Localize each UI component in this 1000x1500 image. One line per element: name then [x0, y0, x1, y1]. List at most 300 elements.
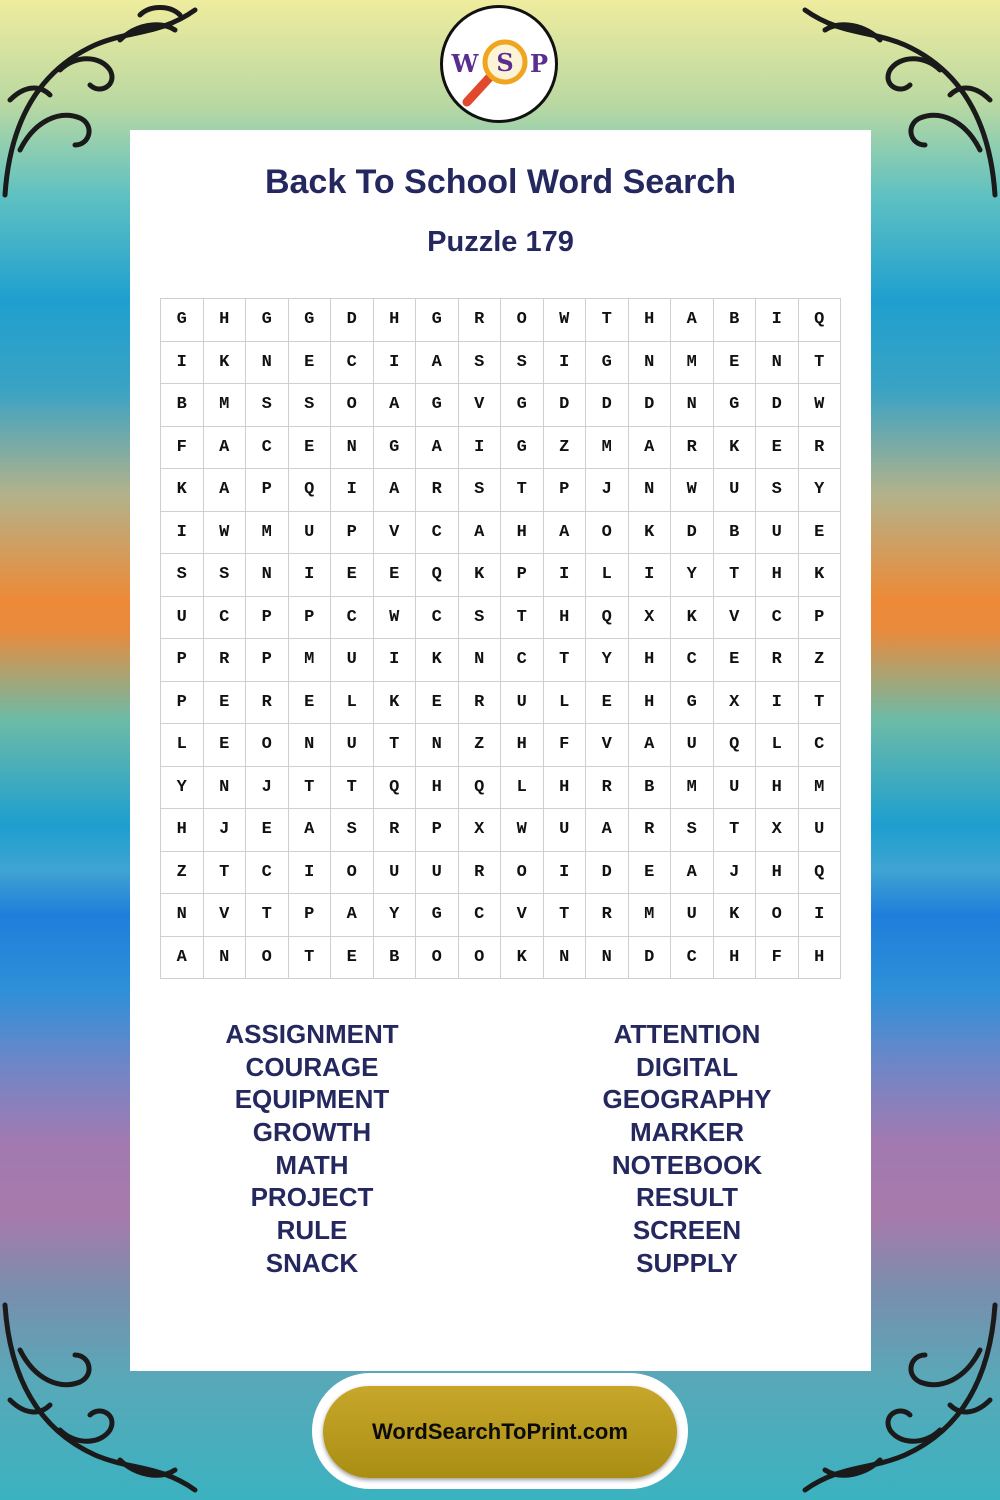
grid-cell[interactable]: T — [713, 554, 756, 597]
grid-row — [161, 639, 841, 682]
grid-cell[interactable]: H — [416, 766, 459, 809]
grid-cell[interactable]: I — [543, 341, 586, 384]
grid-cell[interactable]: N — [288, 724, 331, 767]
grid-cell[interactable]: T — [203, 851, 246, 894]
grid-cell[interactable]: E — [203, 724, 246, 767]
grid-cell[interactable]: P — [288, 596, 331, 639]
grid-cell[interactable]: R — [458, 851, 501, 894]
grid-cell[interactable]: H — [628, 681, 671, 724]
grid-cell[interactable]: N — [203, 766, 246, 809]
logo-letter-s: S — [496, 48, 514, 77]
grid-cell[interactable]: I — [628, 554, 671, 597]
grid-cell[interactable]: E — [288, 341, 331, 384]
grid-cell[interactable]: D — [543, 384, 586, 427]
grid-cell[interactable]: Y — [586, 639, 629, 682]
grid-cell[interactable]: F — [756, 936, 799, 979]
grid-cell[interactable]: G — [671, 681, 714, 724]
grid-cell[interactable]: I — [161, 511, 204, 554]
grid-row — [161, 341, 841, 384]
grid-cell[interactable]: N — [756, 341, 799, 384]
grid-cell[interactable]: I — [373, 341, 416, 384]
grid-cell[interactable]: G — [501, 426, 544, 469]
grid-cell[interactable]: C — [671, 936, 714, 979]
grid-cell[interactable]: E — [713, 639, 756, 682]
grid-cell[interactable]: S — [161, 554, 204, 597]
grid-cell[interactable]: Q — [798, 851, 841, 894]
word-list-item: SNACK — [265, 1247, 359, 1278]
grid-cell[interactable]: I — [373, 639, 416, 682]
grid-cell[interactable]: V — [501, 894, 544, 937]
grid-cell[interactable]: D — [671, 511, 714, 554]
grid-cell[interactable]: P — [246, 639, 289, 682]
grid-cell[interactable]: E — [713, 341, 756, 384]
grid-cell[interactable]: R — [671, 426, 714, 469]
grid-row — [161, 554, 841, 597]
grid-cell[interactable]: A — [416, 426, 459, 469]
grid-cell[interactable]: I — [331, 469, 374, 512]
grid-cell[interactable]: O — [331, 851, 374, 894]
grid-cell[interactable]: V — [713, 596, 756, 639]
grid-cell[interactable]: U — [161, 596, 204, 639]
grid-cell[interactable]: Z — [161, 851, 204, 894]
grid-cell[interactable]: R — [416, 469, 459, 512]
grid-cell[interactable]: J — [586, 469, 629, 512]
grid-cell[interactable]: A — [628, 426, 671, 469]
grid-cell[interactable]: P — [246, 469, 289, 512]
word-list-item: RULE — [276, 1215, 348, 1246]
grid-cell[interactable]: C — [203, 596, 246, 639]
grid-cell[interactable]: A — [416, 341, 459, 384]
grid-cell[interactable]: E — [203, 681, 246, 724]
grid-cell[interactable]: Z — [543, 426, 586, 469]
grid-row — [161, 299, 841, 342]
grid-cell[interactable]: M — [203, 384, 246, 427]
grid-cell[interactable]: L — [331, 681, 374, 724]
grid-cell[interactable]: R — [756, 639, 799, 682]
grid-row — [161, 936, 841, 979]
grid-cell[interactable]: E — [331, 936, 374, 979]
grid-cell[interactable]: R — [458, 299, 501, 342]
grid-cell[interactable]: Q — [798, 299, 841, 342]
grid-cell[interactable]: C — [756, 596, 799, 639]
grid-cell[interactable]: Q — [586, 596, 629, 639]
grid-row — [161, 851, 841, 894]
grid-cell[interactable]: A — [671, 851, 714, 894]
grid-cell[interactable]: A — [373, 384, 416, 427]
grid-cell[interactable]: G — [246, 299, 289, 342]
grid-cell[interactable]: T — [543, 894, 586, 937]
grid-cell[interactable]: K — [671, 596, 714, 639]
grid-cell[interactable]: K — [161, 469, 204, 512]
grid-cell[interactable]: W — [798, 384, 841, 427]
grid-cell[interactable]: A — [288, 809, 331, 852]
grid-cell[interactable]: M — [246, 511, 289, 554]
grid-cell[interactable]: A — [543, 511, 586, 554]
grid-row — [161, 766, 841, 809]
grid-cell[interactable]: P — [331, 511, 374, 554]
grid-cell[interactable]: W — [671, 469, 714, 512]
grid-cell[interactable]: J — [203, 809, 246, 852]
grid-cell[interactable]: K — [203, 341, 246, 384]
logo-letter-p: P — [529, 49, 549, 78]
grid-cell[interactable]: D — [331, 299, 374, 342]
grid-cell[interactable]: J — [246, 766, 289, 809]
word-list-item: ATTENTION — [613, 1019, 761, 1049]
puzzle-card — [130, 130, 871, 1371]
grid-cell[interactable]: B — [161, 384, 204, 427]
grid-cell[interactable]: K — [501, 936, 544, 979]
grid-cell[interactable]: A — [586, 809, 629, 852]
grid-cell[interactable]: R — [586, 766, 629, 809]
grid-cell[interactable]: A — [203, 469, 246, 512]
grid-cell[interactable]: D — [628, 936, 671, 979]
grid-cell[interactable]: A — [203, 426, 246, 469]
grid-cell[interactable]: G — [373, 426, 416, 469]
grid-cell[interactable]: W — [203, 511, 246, 554]
grid-cell[interactable]: A — [331, 894, 374, 937]
word-list-left — [147, 1018, 477, 1280]
grid-cell[interactable]: D — [628, 384, 671, 427]
grid-cell[interactable]: G — [416, 384, 459, 427]
grid-cell[interactable]: D — [756, 384, 799, 427]
grid-cell[interactable]: B — [628, 766, 671, 809]
grid-cell[interactable]: R — [203, 639, 246, 682]
grid-cell[interactable]: A — [671, 299, 714, 342]
grid-cell[interactable]: T — [288, 936, 331, 979]
grid-cell[interactable]: V — [203, 894, 246, 937]
grid-cell[interactable]: R — [246, 681, 289, 724]
grid-cell[interactable]: N — [543, 936, 586, 979]
grid-cell[interactable]: N — [458, 639, 501, 682]
grid-cell[interactable]: K — [458, 554, 501, 597]
grid-cell[interactable]: C — [246, 426, 289, 469]
grid-cell[interactable]: H — [713, 936, 756, 979]
grid-cell[interactable]: M — [671, 341, 714, 384]
grid-cell[interactable]: H — [161, 809, 204, 852]
grid-cell[interactable]: N — [671, 384, 714, 427]
grid-cell[interactable]: L — [543, 681, 586, 724]
grid-cell[interactable]: U — [756, 511, 799, 554]
grid-cell[interactable]: N — [586, 936, 629, 979]
grid-cell[interactable]: D — [586, 384, 629, 427]
grid-cell[interactable]: U — [713, 469, 756, 512]
word-list-item: GROWTH — [252, 1117, 372, 1148]
grid-cell[interactable]: M — [586, 426, 629, 469]
grid-cell[interactable]: H — [543, 766, 586, 809]
grid-cell[interactable]: G — [288, 299, 331, 342]
grid-cell[interactable]: S — [458, 469, 501, 512]
grid-cell[interactable]: Q — [373, 766, 416, 809]
grid-cell[interactable]: T — [586, 299, 629, 342]
grid-cell[interactable]: E — [586, 681, 629, 724]
word-list-item: COURAGE — [245, 1051, 379, 1082]
grid-cell[interactable]: M — [798, 766, 841, 809]
grid-cell[interactable]: A — [458, 511, 501, 554]
grid-cell[interactable]: R — [628, 809, 671, 852]
grid-cell[interactable]: H — [501, 511, 544, 554]
grid-cell[interactable]: H — [628, 639, 671, 682]
grid-cell[interactable]: T — [288, 766, 331, 809]
grid-row — [161, 596, 841, 639]
grid-cell[interactable]: O — [501, 299, 544, 342]
grid-cell[interactable]: C — [501, 639, 544, 682]
grid-cell[interactable]: H — [203, 299, 246, 342]
grid-cell[interactable]: O — [246, 936, 289, 979]
grid-cell[interactable]: E — [246, 809, 289, 852]
grid-cell[interactable]: A — [161, 936, 204, 979]
grid-cell[interactable]: Y — [161, 766, 204, 809]
grid-cell[interactable]: G — [713, 384, 756, 427]
grid-cell[interactable]: T — [713, 809, 756, 852]
grid-cell[interactable]: N — [203, 936, 246, 979]
grid-cell[interactable]: C — [246, 851, 289, 894]
grid-cell[interactable]: W — [373, 596, 416, 639]
grid-cell[interactable]: E — [798, 511, 841, 554]
grid-cell[interactable]: Q — [416, 554, 459, 597]
grid-cell[interactable]: S — [501, 341, 544, 384]
grid-cell[interactable]: L — [586, 554, 629, 597]
grid-cell[interactable]: A — [628, 724, 671, 767]
grid-cell[interactable]: X — [756, 809, 799, 852]
grid-cell[interactable]: U — [373, 851, 416, 894]
grid-cell[interactable]: C — [416, 596, 459, 639]
grid-cell[interactable]: H — [501, 724, 544, 767]
grid-cell[interactable]: E — [756, 426, 799, 469]
grid-cell[interactable]: R — [373, 809, 416, 852]
grid-cell[interactable]: K — [628, 511, 671, 554]
grid-cell[interactable]: S — [288, 384, 331, 427]
grid-cell[interactable]: B — [713, 511, 756, 554]
grid-cell[interactable]: M — [671, 766, 714, 809]
grid-cell[interactable]: Z — [798, 639, 841, 682]
grid-cell[interactable]: L — [501, 766, 544, 809]
grid-cell[interactable]: U — [798, 809, 841, 852]
page-title: Back To School Word Search — [264, 163, 737, 201]
grid-cell[interactable]: O — [756, 894, 799, 937]
grid-cell[interactable]: I — [161, 341, 204, 384]
grid-cell[interactable]: I — [756, 681, 799, 724]
grid-cell[interactable]: I — [288, 851, 331, 894]
grid-cell[interactable]: K — [416, 639, 459, 682]
grid-cell[interactable]: C — [331, 596, 374, 639]
word-list-item: SCREEN — [632, 1215, 742, 1246]
grid-cell[interactable]: P — [543, 469, 586, 512]
grid-cell[interactable]: Z — [458, 724, 501, 767]
grid-cell[interactable]: O — [331, 384, 374, 427]
grid-cell[interactable]: O — [416, 936, 459, 979]
grid-cell[interactable]: P — [416, 809, 459, 852]
grid-cell[interactable]: U — [501, 681, 544, 724]
grid-cell[interactable]: H — [798, 936, 841, 979]
word-list-item: GEOGRAPHY — [602, 1084, 772, 1115]
grid-cell[interactable]: U — [331, 639, 374, 682]
grid-cell[interactable]: I — [458, 426, 501, 469]
grid-cell[interactable]: I — [756, 299, 799, 342]
grid-cell[interactable]: P — [161, 639, 204, 682]
grid-cell[interactable]: K — [798, 554, 841, 597]
word-list-item: NOTEBOOK — [611, 1149, 763, 1180]
grid-cell[interactable]: G — [416, 299, 459, 342]
grid-cell[interactable]: G — [501, 384, 544, 427]
grid-cell[interactable]: U — [416, 851, 459, 894]
grid-cell[interactable]: C — [671, 639, 714, 682]
grid-cell[interactable]: J — [713, 851, 756, 894]
grid-cell[interactable]: E — [373, 554, 416, 597]
grid-cell[interactable]: X — [713, 681, 756, 724]
grid-cell[interactable]: H — [628, 299, 671, 342]
wsp-logo[interactable] — [440, 5, 558, 123]
grid-cell[interactable]: F — [161, 426, 204, 469]
word-list-item: PROJECT — [250, 1182, 374, 1213]
grid-cell[interactable]: B — [713, 299, 756, 342]
grid-cell[interactable]: G — [586, 341, 629, 384]
grid-cell[interactable]: X — [628, 596, 671, 639]
grid-cell[interactable]: L — [756, 724, 799, 767]
grid-cell[interactable]: T — [246, 894, 289, 937]
word-list-right — [522, 1018, 852, 1280]
grid-cell[interactable]: S — [458, 596, 501, 639]
grid-cell[interactable]: P — [246, 596, 289, 639]
grid-cell[interactable]: S — [246, 384, 289, 427]
word-list-item: EQUIPMENT — [234, 1084, 390, 1115]
grid-cell[interactable]: O — [501, 851, 544, 894]
grid-cell[interactable]: H — [756, 554, 799, 597]
grid-cell[interactable]: R — [458, 681, 501, 724]
grid-cell[interactable]: N — [246, 554, 289, 597]
grid-cell[interactable]: G — [416, 894, 459, 937]
grid-cell[interactable]: F — [543, 724, 586, 767]
grid-cell[interactable]: G — [161, 299, 204, 342]
grid-cell[interactable]: K — [713, 894, 756, 937]
grid-cell[interactable]: R — [798, 426, 841, 469]
grid-cell[interactable]: I — [543, 554, 586, 597]
grid-cell[interactable]: A — [373, 469, 416, 512]
grid-row — [161, 469, 841, 512]
grid-cell[interactable]: P — [501, 554, 544, 597]
puzzle-number: Puzzle 179 — [427, 226, 574, 258]
grid-cell[interactable]: S — [458, 341, 501, 384]
word-list-item: DIGITAL — [635, 1051, 739, 1082]
grid-cell[interactable]: P — [798, 596, 841, 639]
grid-row — [161, 894, 841, 937]
grid-cell[interactable]: C — [416, 511, 459, 554]
grid-cell[interactable]: M — [628, 894, 671, 937]
grid-cell[interactable]: I — [798, 894, 841, 937]
grid-cell[interactable]: E — [628, 851, 671, 894]
grid-cell[interactable]: H — [543, 596, 586, 639]
word-list-item: MATH — [275, 1149, 349, 1180]
word-list-item: ASSIGNMENT — [225, 1019, 399, 1049]
grid-cell[interactable]: H — [756, 851, 799, 894]
grid-row — [161, 426, 841, 469]
grid-cell[interactable]: C — [798, 724, 841, 767]
grid-cell[interactable]: N — [416, 724, 459, 767]
grid-cell[interactable]: N — [331, 426, 374, 469]
grid-cell[interactable]: S — [756, 469, 799, 512]
grid-cell[interactable]: M — [288, 639, 331, 682]
grid-cell[interactable]: T — [331, 766, 374, 809]
grid-cell[interactable]: U — [671, 894, 714, 937]
grid-cell[interactable]: N — [628, 341, 671, 384]
grid-cell[interactable]: E — [288, 426, 331, 469]
grid-cell[interactable]: O — [458, 936, 501, 979]
word-list-item: MARKER — [629, 1117, 745, 1148]
grid-cell[interactable]: K — [373, 681, 416, 724]
word-list-item: SUPPLY — [636, 1247, 738, 1278]
grid-cell[interactable]: Q — [458, 766, 501, 809]
grid-cell[interactable]: U — [331, 724, 374, 767]
grid-cell[interactable]: R — [586, 894, 629, 937]
grid-row — [161, 681, 841, 724]
grid-cell[interactable]: Y — [373, 894, 416, 937]
grid-cell[interactable]: S — [671, 809, 714, 852]
grid-cell[interactable]: N — [161, 894, 204, 937]
grid-cell[interactable]: B — [373, 936, 416, 979]
grid-cell[interactable]: T — [798, 341, 841, 384]
grid-cell[interactable]: N — [246, 341, 289, 384]
grid-cell[interactable]: N — [628, 469, 671, 512]
website-link-button[interactable]: WordSearchToPrint.com — [323, 1386, 677, 1478]
grid-cell[interactable]: Q — [713, 724, 756, 767]
grid-cell[interactable]: E — [288, 681, 331, 724]
grid-cell[interactable]: I — [543, 851, 586, 894]
grid-cell[interactable]: Y — [798, 469, 841, 512]
grid-cell[interactable]: H — [756, 766, 799, 809]
grid-row — [161, 724, 841, 767]
grid-row — [161, 511, 841, 554]
grid-cell[interactable]: T — [501, 469, 544, 512]
grid-cell[interactable]: T — [501, 596, 544, 639]
word-search-grid[interactable] — [160, 298, 841, 979]
grid-cell[interactable]: U — [543, 809, 586, 852]
grid-cell[interactable]: V — [373, 511, 416, 554]
logo-letter-w: W — [451, 49, 479, 78]
grid-cell[interactable]: V — [586, 724, 629, 767]
grid-cell[interactable]: T — [373, 724, 416, 767]
grid-cell[interactable]: W — [543, 299, 586, 342]
grid-row — [161, 384, 841, 427]
grid-cell[interactable]: V — [458, 384, 501, 427]
grid-cell[interactable]: I — [288, 554, 331, 597]
grid-cell[interactable]: U — [671, 724, 714, 767]
grid-cell[interactable]: T — [798, 681, 841, 724]
grid-cell[interactable]: O — [586, 511, 629, 554]
grid-cell[interactable]: S — [203, 554, 246, 597]
grid-cell[interactable]: C — [458, 894, 501, 937]
grid-cell[interactable]: U — [288, 511, 331, 554]
grid-cell[interactable]: L — [161, 724, 204, 767]
grid-cell[interactable]: E — [416, 681, 459, 724]
grid-cell[interactable]: P — [288, 894, 331, 937]
magnifier-icon — [443, 8, 555, 120]
grid-row — [161, 809, 841, 852]
grid-cell[interactable]: X — [458, 809, 501, 852]
grid-cell[interactable]: T — [543, 639, 586, 682]
grid-cell[interactable]: H — [373, 299, 416, 342]
grid-cell[interactable]: W — [501, 809, 544, 852]
grid-cell[interactable]: K — [713, 426, 756, 469]
grid-cell[interactable]: S — [331, 809, 374, 852]
grid-cell[interactable]: U — [713, 766, 756, 809]
grid-cell[interactable]: Y — [671, 554, 714, 597]
grid-cell[interactable]: O — [246, 724, 289, 767]
word-list-item: RESULT — [635, 1182, 739, 1213]
grid-cell[interactable]: D — [586, 851, 629, 894]
grid-cell[interactable]: Q — [288, 469, 331, 512]
grid-cell[interactable]: E — [331, 554, 374, 597]
grid-cell[interactable]: C — [331, 341, 374, 384]
grid-cell[interactable]: P — [161, 681, 204, 724]
